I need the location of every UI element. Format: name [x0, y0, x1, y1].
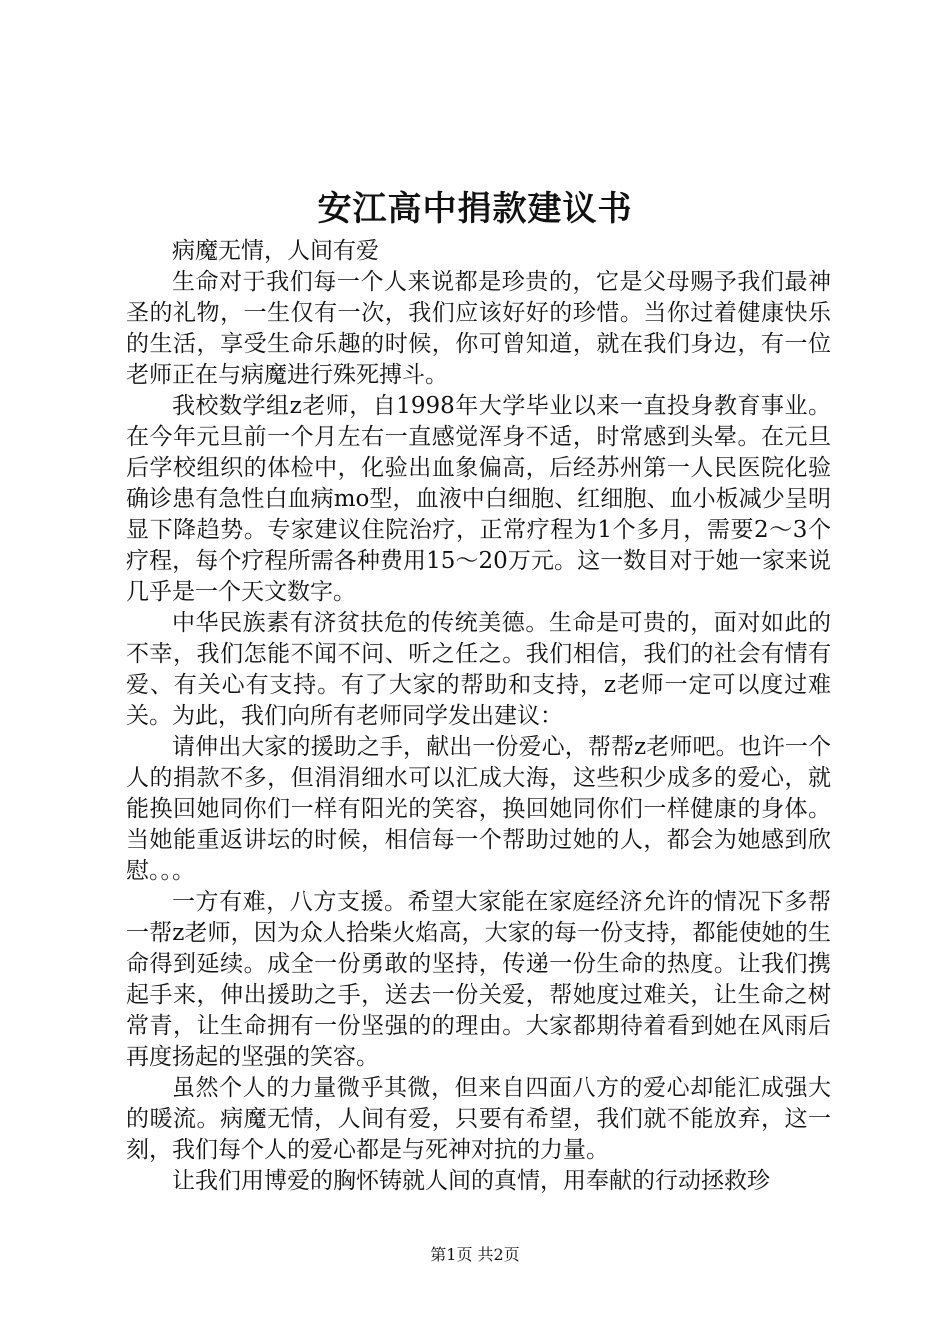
paragraph: 生命对于我们每一个人来说都是珍贵的，它是父母赐予我们最神圣的礼物，一生仅有一次，我们应该好好的珍惜。当你过着健康快乐的生活，享受生命乐趣的时候，你可曾知道，就在我们身边，有一位老师正在与病魔进行殊死搏斗。	[126, 269, 831, 388]
paragraph: 虽然个人的力量微乎其微，但来自四面八方的爱心却能汇成强大的暖流。病魔无情，人间有爱，只要有希望，我们就不能放弃，这一刻，我们每个人的爱心都是与死神对抗的力量。	[126, 1075, 831, 1163]
page-footer: 第1页 共2页	[430, 1245, 520, 1264]
document-body	[126, 236, 831, 1197]
document-title: 安江高中捐款建议书	[317, 189, 633, 229]
paragraph: 一方有难，八方支援。希望大家能在家庭经济允许的情况下多帮一帮z老师，因为众人拾柴火焰高，大家的每一份支持，都能使她的生命得到延续。成全一份勇敢的坚持，传递一份生命的热度。让我们携起手来，伸出援助之手，送去一份关爱，帮她度过难关，让生命之树常青，让生命拥有一份坚强的的理由。大家都期待着看到她在风雨后再度扬起的坚强的笑容。	[126, 889, 831, 1070]
paragraph: 中华民族素有济贫扶危的传统美德。生命是可贵的，面对如此的不幸，我们怎能不闻不问、听之任之。我们相信，我们的社会有情有爱、有关心有支持。有了大家的帮助和支持，z老师一定可以度过难关。为此，我们向所有老师同学发出建议：	[126, 610, 831, 729]
paragraph: 请伸出大家的援助之手，献出一份爱心，帮帮z老师吧。也许一个人的捐款不多，但涓涓细水可以汇成大海，这些积少成多的爱心，就能换回她同你们一样有阳光的笑容，换回她同你们一样健康的身体。当她能重返讲坛的时候，相信每一个帮助过她的人，都会为她感到欣慰。。。	[126, 734, 831, 884]
paragraph-subtitle: 病魔无情，人间有爱	[172, 238, 379, 264]
paragraph: 我校数学组z老师，自1998年大学毕业以来一直投身教育事业。在今年元旦前一个月左右一直感觉浑身不适，时常感到头晕。在元旦后学校组织的体检中，化验出血象偏高，后经苏州第一人民医院化验确诊患有急性白血病mo型，血液中白细胞、红细胞、血小板减少呈明显下降趋势。专家建议住院治疗，正常疗程为1个多月，需要2～3个疗程，每个疗程所需各种费用15～20万元。这一数目对于她一家来说几乎是一个天文数字。	[126, 393, 831, 605]
paragraph: 让我们用博爱的胸怀铸就人间的真情，用奉献的行动拯救珍	[172, 1168, 770, 1194]
